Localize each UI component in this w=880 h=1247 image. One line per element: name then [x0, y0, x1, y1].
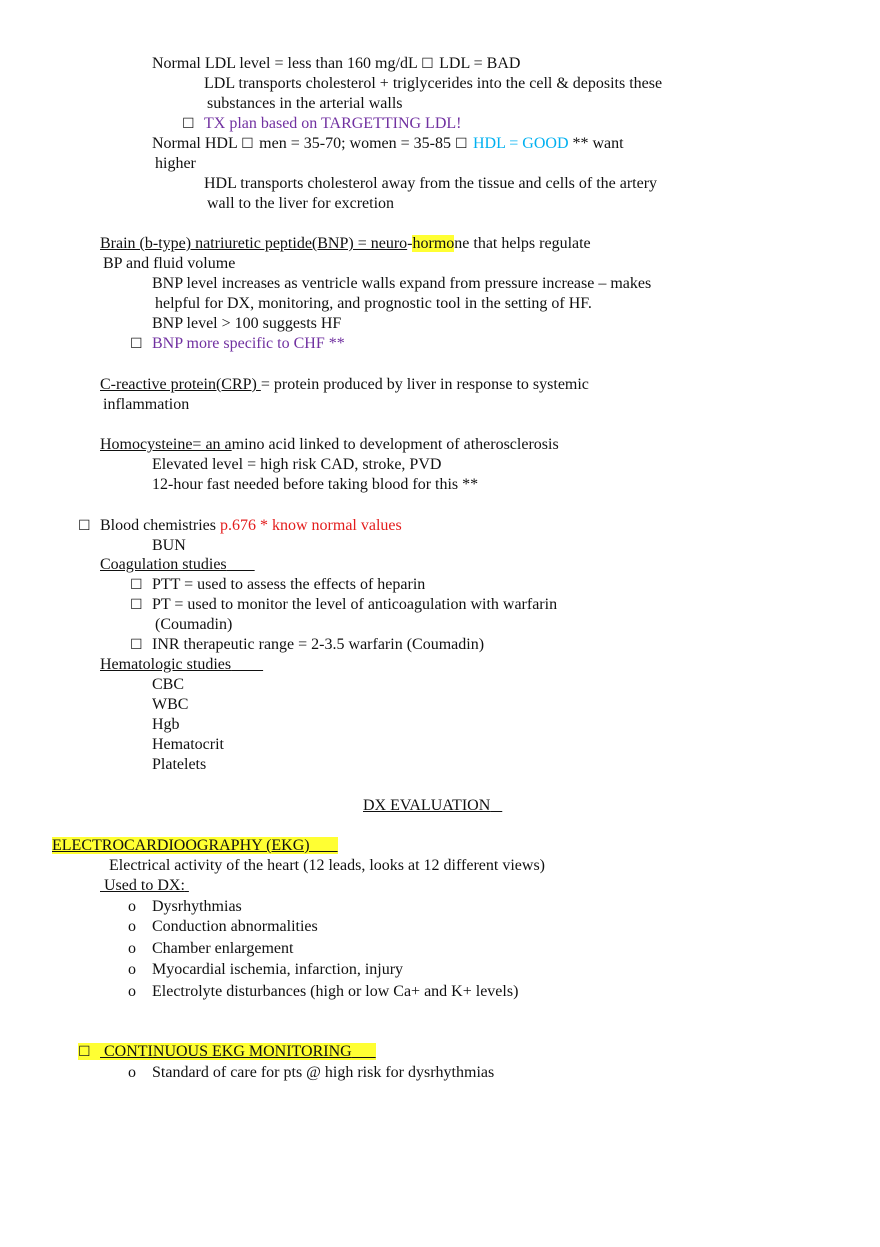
hema-item — [130, 715, 180, 735]
pt-line — [130, 595, 557, 615]
ekg-electrical-line — [78, 856, 545, 876]
checkbox-icon: ☐ — [78, 1044, 91, 1060]
ekg-use-item — [128, 897, 242, 917]
hdl-line — [130, 134, 624, 154]
hema-item-text: CBC — [152, 676, 185, 693]
ekg-use-item — [128, 917, 318, 937]
hdl-higher-text: higher — [155, 155, 196, 172]
ekg-use-text: Chamber enlargement — [152, 940, 294, 957]
hema-line — [78, 655, 263, 675]
ldl-transport-cont: substances in the arterial walls — [207, 95, 403, 112]
homocysteine-rest: mino acid linked to development of atherosclerosis — [231, 436, 559, 453]
hema-item — [130, 735, 224, 755]
homocysteine-sub1: Elevated level = high risk CAD, stroke, PVD — [152, 456, 442, 473]
ldl-transport-line — [182, 74, 662, 94]
bnp-sub3-line — [130, 334, 345, 354]
checkbox-icon: ☐ — [78, 518, 91, 534]
blood-chem-line — [78, 516, 402, 536]
bullet-o-icon: o — [128, 918, 136, 935]
ekg-use-text: Electrolyte disturbances (high or low Ca+ and K+ levels) — [152, 983, 519, 1000]
checkbox-icon: ☐ — [130, 637, 143, 653]
coag-title: Coagulation studies — [100, 556, 227, 573]
bnp-title-cont: BP and fluid volume — [103, 255, 236, 272]
homocysteine-sub2-line — [130, 475, 478, 495]
hema-item-text: WBC — [152, 696, 189, 713]
hdl-values-text: men = 35-70; women = 35-85 — [259, 135, 451, 152]
ekg-use-text: Myocardial ischemia, infarction, injury — [152, 961, 404, 978]
hema-title: Hematologic studies — [100, 656, 232, 673]
ptt-line — [130, 575, 425, 595]
ldl-line — [130, 54, 520, 74]
bnp-sub2-text: BNP level > 100 suggests HF — [152, 315, 342, 332]
ekg-use-text: Conduction abnormalities — [152, 918, 318, 935]
coag-line — [78, 555, 255, 575]
hdl-transport-text: HDL transports cholesterol away from the tissue and cells of the artery — [204, 175, 658, 192]
tx-plan-text: TX plan based on TARGETTING LDL! — [204, 115, 462, 132]
blood-chem-title: Blood chemistries — [100, 517, 220, 534]
hdl-transport-cont: wall to the liver for excretion — [207, 195, 395, 212]
homocysteine-line — [78, 435, 559, 455]
bun-text: BUN — [152, 537, 186, 554]
checkbox-icon: ☐ — [130, 597, 143, 613]
ekg-use-item — [128, 960, 403, 980]
bnp-sub1-text: BNP level increases as ventricle walls expand from pressure increase – makes — [152, 275, 652, 292]
crp-title: C-reactive protein(CRP) — [100, 376, 261, 393]
tx-plan-line — [182, 114, 461, 134]
inr-text: INR therapeutic range = 2-3.5 warfarin (Coumadin) — [152, 636, 485, 653]
hema-item-text: Platelets — [152, 756, 207, 773]
crp-line — [78, 375, 589, 395]
bnp-title-line — [78, 234, 591, 254]
homocysteine-sub1-line — [130, 455, 441, 475]
hema-item-text: Hematocrit — [152, 736, 224, 753]
hdl-transport-line — [182, 174, 657, 194]
checkbox-icon: ☐ — [130, 336, 143, 352]
bnp-sub1-line — [130, 274, 651, 294]
homocysteine-title: Homocysteine= an a — [100, 436, 232, 453]
checkbox-icon: ☐ — [182, 116, 195, 132]
hdl-normal-text: Normal HDL — [152, 135, 238, 152]
bnp-sub2-line — [130, 314, 341, 334]
ekg-use-item — [128, 939, 293, 959]
bnp-title-dash: - — [407, 235, 413, 252]
arrow-icon: ☐ — [454, 136, 468, 152]
bullet-o-icon: o — [128, 898, 136, 915]
bullet-o-icon: o — [128, 961, 136, 978]
bnp-sub1-cont: helpful for DX, monitoring, and prognostic tool in the setting of HF. — [155, 295, 592, 312]
dx-heading: DX EVALUATION — [363, 797, 491, 814]
bnp-title-rest: ne that helps regulate — [454, 235, 591, 252]
ldl-normal-text: Normal LDL level = less than 160 mg/dL — [152, 55, 418, 72]
bnp-sub3-text: BNP more specific to CHF ** — [152, 335, 345, 352]
hema-item — [130, 675, 184, 695]
ekg-used-line — [78, 876, 189, 896]
pt-text: PT = used to monitor the level of anticoagulation with warfarin — [152, 596, 558, 613]
bullet-o-icon: o — [128, 1064, 136, 1081]
bullet-o-icon: o — [128, 940, 136, 957]
blood-chem-ref: p.676 * know normal values — [219, 517, 402, 534]
continuous-standard-line — [128, 1063, 494, 1083]
ekg-electrical-text: Electrical activity of the heart (12 leads, looks at 12 different views) — [109, 857, 545, 874]
ekg-use-text: Dysrhythmias — [152, 898, 242, 915]
ekg-used-text: Used to DX: — [104, 877, 185, 894]
hdl-want-text: ** want — [572, 135, 624, 152]
bnp-title-highlight: hormo — [412, 235, 455, 252]
bnp-title-text: Brain (b-type) natriuretic peptide(BNP) = neuro — [100, 235, 408, 252]
crp-cont: inflammation — [103, 396, 190, 413]
hema-item-text: Hgb — [152, 716, 180, 733]
inr-line — [130, 635, 484, 655]
continuous-standard-text: Standard of care for pts @ high risk for dysrhythmias — [152, 1064, 495, 1081]
ptt-text: PTT = used to assess the effects of heparin — [152, 576, 426, 593]
hema-item — [130, 755, 206, 775]
ekg-use-item — [128, 982, 518, 1002]
continuous-heading: ☐ CONTINUOUS EKG MONITORING — [78, 1042, 376, 1062]
checkbox-icon: ☐ — [130, 577, 143, 593]
bullet-o-icon: o — [128, 983, 136, 1000]
homocysteine-sub2: 12-hour fast needed before taking blood for this ** — [152, 476, 479, 493]
hdl-good-text: HDL = GOOD — [472, 135, 569, 152]
ldl-transport-text: LDL transports cholesterol + triglycerides into the cell & deposits these — [204, 75, 663, 92]
arrow-icon: ☐ — [241, 136, 254, 152]
ldl-bad-text: LDL = BAD — [439, 55, 521, 72]
ekg-heading: ELECTROCARDIOOGRAPHY (EKG) — [52, 836, 338, 856]
arrow-icon: ☐ — [421, 56, 434, 72]
crp-rest: = protein produced by liver in response to systemic — [260, 376, 589, 393]
bun-line — [130, 536, 186, 556]
pt-cont: (Coumadin) — [155, 616, 233, 633]
hema-item — [130, 695, 188, 715]
